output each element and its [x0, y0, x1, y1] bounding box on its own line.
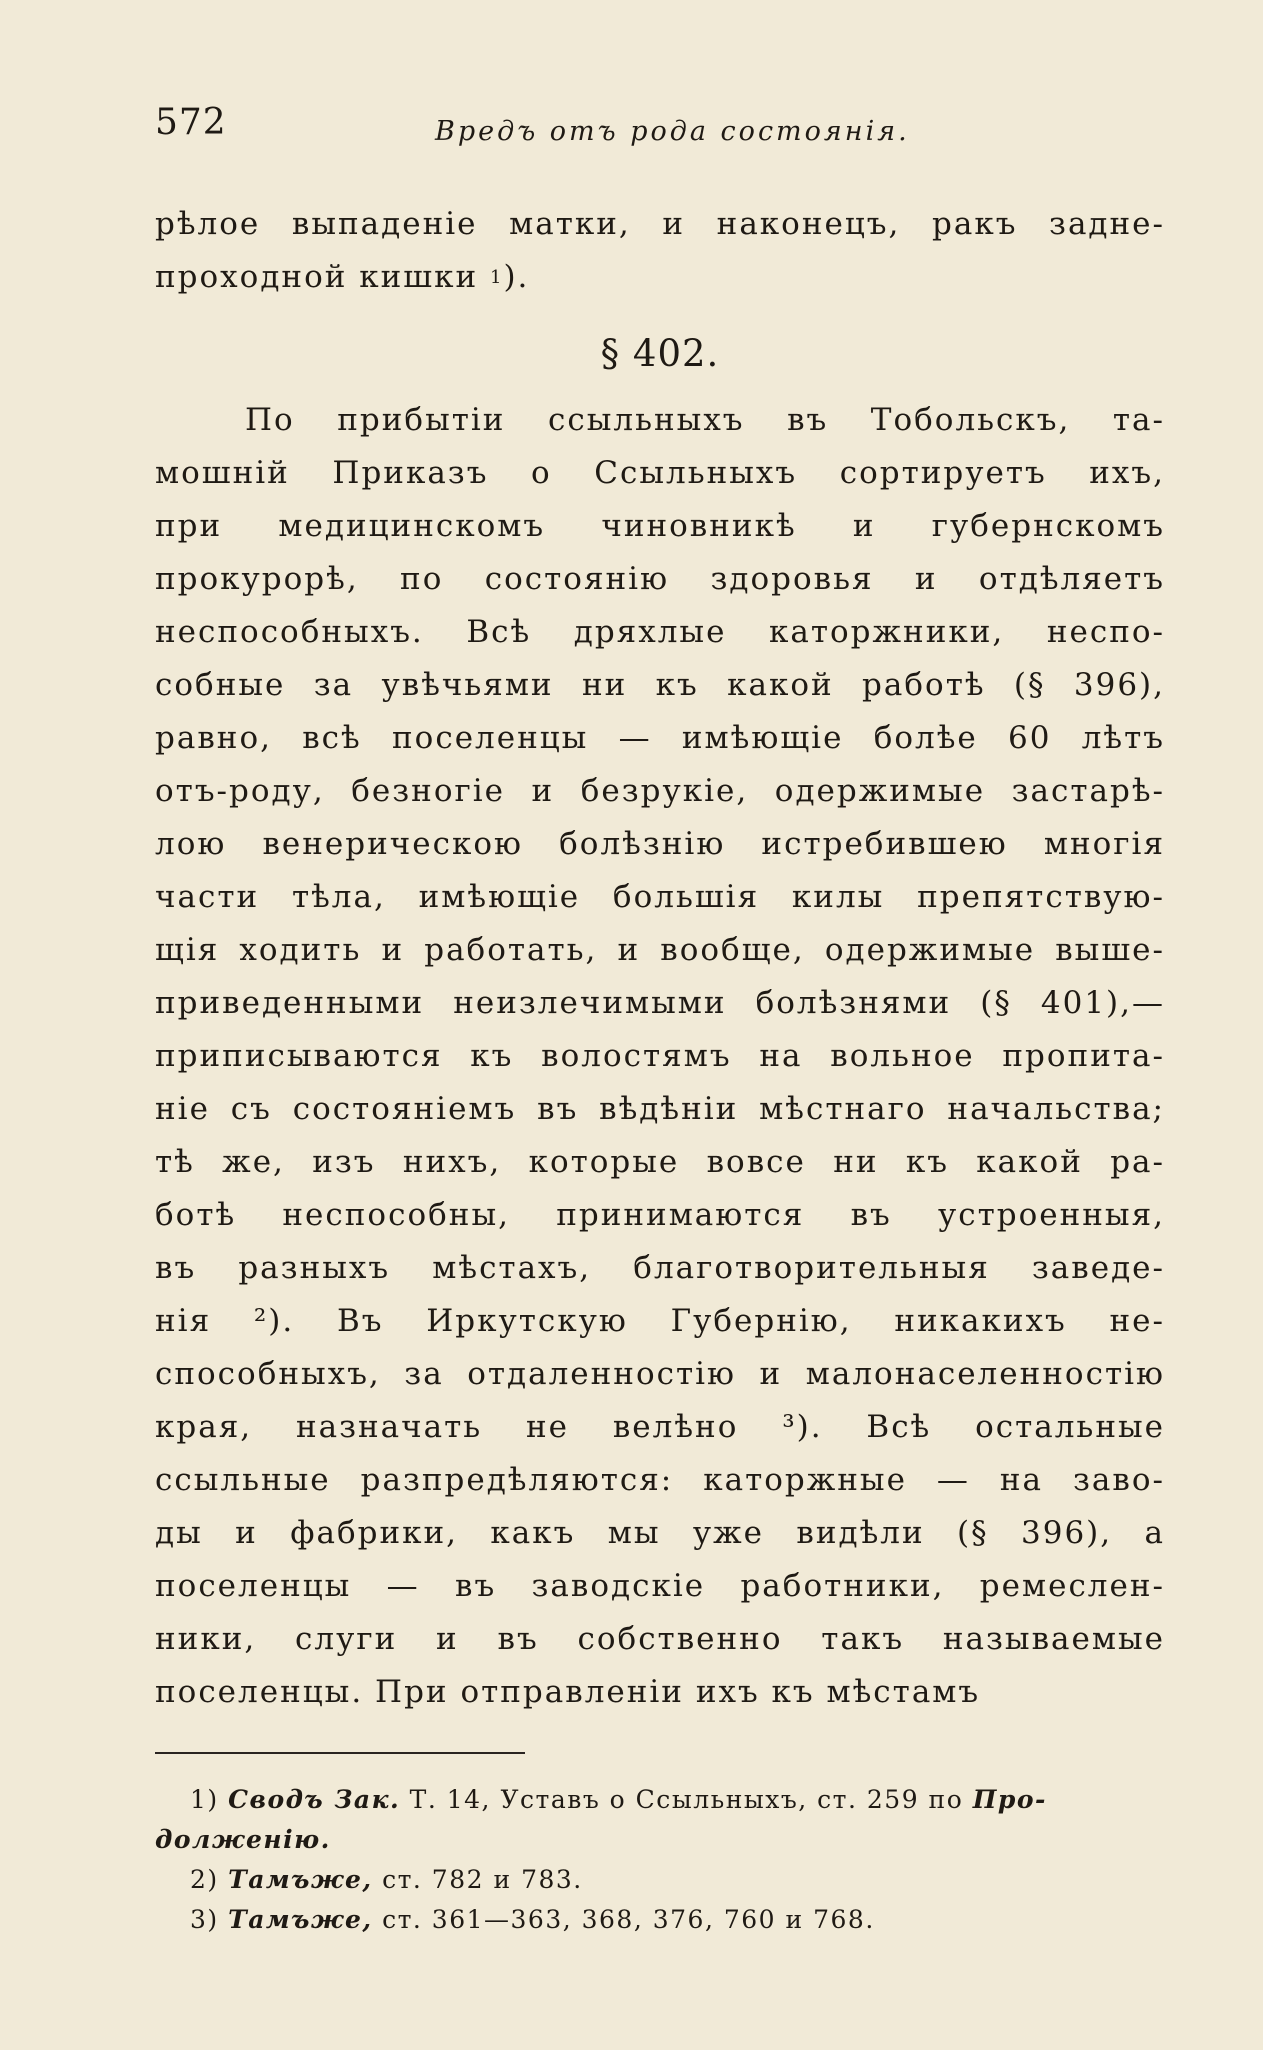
footnote: [190, 1900, 1165, 1940]
text-line: приведенными неизлечимыми болѣзнями (§ 401),—: [155, 985, 1165, 1021]
footnote-text: Т. 14, Уставъ о Ссыльныхъ, ст. 259 по: [400, 1785, 973, 1814]
text-line: приписываются къ волостямъ на вольное пропита-: [155, 1038, 1165, 1074]
footnote-source: Сводъ Зак.: [228, 1785, 401, 1814]
text-line: поселенцы — въ заводскіе работники, ремеслен-: [155, 1568, 1165, 1604]
text-line: нія ²). Въ Иркутскую Губернію, никакихъ не-: [155, 1303, 1165, 1339]
text-line: равно, всѣ поселенцы — имѣющіе болѣе 60 лѣтъ: [155, 720, 1165, 756]
text-line: ніе съ состояніемъ въ вѣдѣніи мѣстнаго начальства;: [155, 1091, 1165, 1127]
footnote-source: Тамъже,: [228, 1905, 373, 1934]
footnote-continuation: долженію.: [155, 1825, 331, 1854]
footnote-number: 1): [190, 1785, 219, 1814]
footnote-source-cont: Про-: [972, 1785, 1047, 1814]
footnote-number: 2): [190, 1865, 219, 1894]
text-line: ботѣ неспособны, принимаются въ устроенныя,: [155, 1197, 1165, 1233]
text-line: прокурорѣ, по состоянію здоровья и отдѣляетъ: [155, 561, 1165, 597]
section-title: § 402.: [600, 332, 720, 375]
text-line: въ разныхъ мѣстахъ, благотворительныя заведе-: [155, 1250, 1165, 1286]
footnote: [155, 1780, 1165, 1860]
text-line-content: проходной кишки: [155, 259, 479, 295]
text-line: поселенцы. При отправленіи ихъ къ мѣстамъ: [155, 1674, 981, 1710]
text-line: неспособныхъ. Всѣ дряхлые каторжники, неспо-: [155, 614, 1165, 650]
footnote-number: 3): [190, 1905, 219, 1934]
footnote-text: ст. 361—363, 368, 376, 760 и 768.: [372, 1905, 875, 1934]
text-line: По прибытіи ссыльныхъ въ Тобольскъ, та-: [245, 402, 1165, 438]
text-line: части тѣла, имѣющіе большія килы препятствую-: [155, 879, 1165, 915]
footnote-source: Тамъже,: [228, 1865, 373, 1894]
paragraph: [155, 394, 1165, 1719]
text-line: ники, слуги и въ собственно такъ называемые: [155, 1621, 1165, 1657]
text-line: собные за увѣчьями ни къ какой работѣ (§ 396),: [155, 667, 1165, 703]
text-line: при медицинскомъ чиновникѣ и губернскомъ: [155, 508, 1165, 544]
text-line: ды и фабрики, какъ мы уже видѣли (§ 396), а: [155, 1515, 1165, 1551]
footnote: [190, 1860, 1165, 1900]
text-line: лою венерическою болѣзнію истребившею многія: [155, 826, 1165, 862]
text-line: тѣ же, изъ нихъ, которые вовсе ни къ какой ра-: [155, 1144, 1165, 1180]
text-line: способныхъ, за отдаленностію и малонаселенностію: [155, 1356, 1165, 1392]
footnote-rule: [155, 1752, 525, 1754]
text-line: отъ-роду, безногіе и безрукіе, одержимые застарѣ-: [155, 773, 1165, 809]
text-line: рѣлое выпаденіе матки, и наконецъ, ракъ задне-: [155, 206, 1165, 242]
text-line: щія ходить и работать, и вообще, одержимые выше-: [155, 932, 1165, 968]
footnote-reference: 1: [490, 267, 504, 288]
running-head: Вредъ отъ рода состоянія.: [435, 116, 910, 147]
text-line: мошній Приказъ о Ссыльныхъ сортируетъ ихъ,: [155, 455, 1165, 491]
footnote-text: ст. 782 и 783.: [372, 1865, 583, 1894]
body-text: [155, 198, 1165, 1719]
footnotes: [155, 1780, 1165, 1940]
page-header: [155, 102, 1165, 150]
page-number: 572: [155, 102, 227, 143]
text-line: ссыльные разпредѣляются: каторжные — на заво-: [155, 1462, 1165, 1498]
text-line: проходной кишки $^1$).: [155, 259, 530, 295]
text-line: края, назначать не велѣно ³). Всѣ остальные: [155, 1409, 1165, 1445]
